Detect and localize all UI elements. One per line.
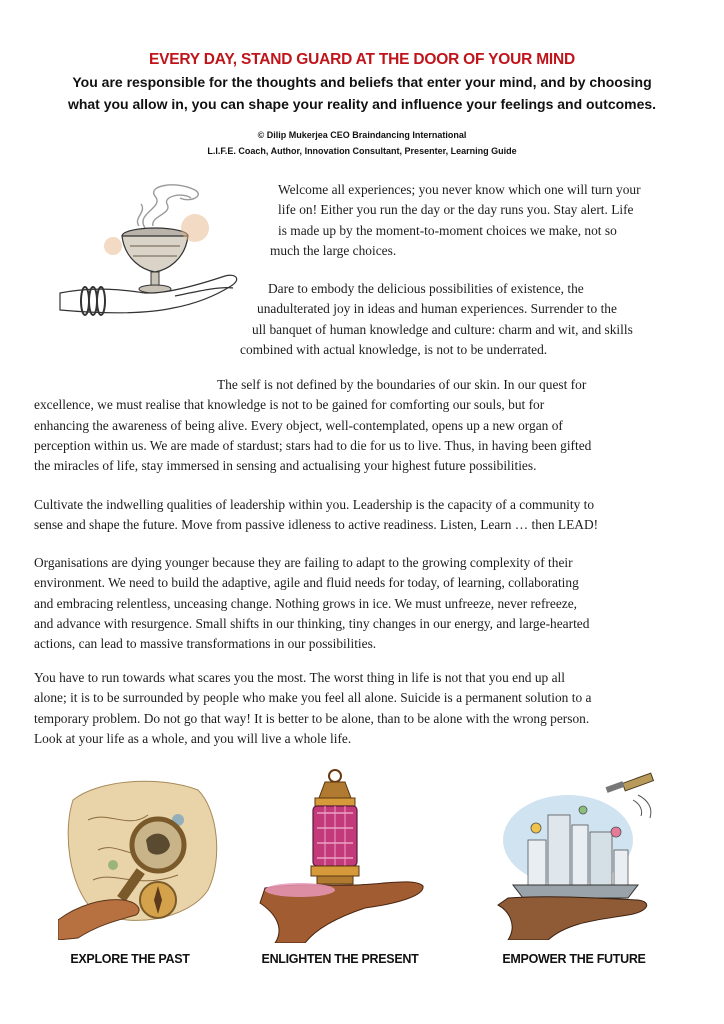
text-line: and embracing relentless, unceasing change. Nothing grows in ice. We must unfreeze, never refreeze,	[34, 595, 577, 611]
text-line: The self is not defined by the boundaries of our skin. In our quest for	[217, 377, 587, 392]
paragraph-scares	[34, 668, 699, 749]
city-hand-illustration	[488, 770, 668, 940]
text-line: temporary problem. Do not go that way! It is better to be alone, than to be alone with the wrong person.	[34, 710, 590, 726]
paragraph-welcome	[270, 180, 680, 261]
paragraph-dare	[240, 279, 690, 360]
compass	[140, 882, 176, 918]
lantern	[311, 770, 359, 884]
paragraph-leadership	[34, 495, 699, 536]
caption-enlighten-present: ENLIGHTEN THE PRESENT	[261, 952, 419, 966]
text-line: Cultivate the indwelling qualities of leadership within you. Leadership is the capacity of a community to	[34, 497, 595, 512]
text-line: much the large choices.	[270, 242, 397, 258]
text-line: environment. We need to build the adaptive, agile and fluid needs for today, of learning, collaborating	[34, 575, 579, 591]
subtitle-line: You are responsible for the thoughts and beliefs that enter your mind, and by choosing	[72, 74, 652, 90]
text-line: You have to run towards what scares you the most. The worst thing in life is not that you end up all	[34, 670, 565, 685]
palm-hand	[260, 882, 423, 943]
text-line: unadulterated joy in ideas and human experiences. Surrender to the	[257, 301, 617, 317]
chalice	[122, 228, 188, 293]
text-line: alone; it is to be surrounded by people who make you feel all alone. Suicide is a permanent solution to a	[34, 690, 592, 706]
caption-explore-past: EXPLORE THE PAST	[70, 952, 190, 966]
text-line: and advance with resurgence. Small shifts in our thinking, tiny changes in our energy, and large-hearted	[34, 615, 590, 631]
text-line: actions, can lead to massive transformations in our possibilities.	[34, 636, 377, 652]
text-line: is made up by the moment-to-moment choices we make, not so	[278, 222, 617, 238]
chalice-hand-illustration	[55, 168, 245, 338]
text-line: Welcome all experiences; you never know which one will turn your	[278, 182, 641, 197]
author-credit: © Dilip Mukerjea CEO Braindancing International	[257, 130, 467, 140]
map-magnifier-illustration	[58, 770, 228, 940]
text-line: enhancing the awareness of being alive. Every object, well-contemplated, opens up a new organ of	[34, 417, 563, 433]
subtitle-line: what you allow in, you can shape your reality and influence your feelings and outcomes.	[67, 96, 657, 112]
open-hand	[60, 275, 237, 313]
text-line: Dare to embody the delicious possibilities of existence, the	[268, 281, 584, 296]
author-roles: L.I.F.E. Coach, Author, Innovation Consultant, Presenter, Learning Guide	[207, 146, 517, 156]
text-line: Organisations are dying younger because they are failing to adapt to the growing complexity of their	[34, 555, 573, 570]
text-line: life on! Either you run the day or the day runs you. Stay alert. Life	[278, 202, 634, 218]
tablet-platform	[513, 885, 638, 898]
text-line: perception within us. We are made of stardust; stars had to die for us to live. Thus, in having been gifted	[34, 437, 592, 453]
supporting-hand	[498, 897, 647, 940]
page-subtitle	[40, 71, 684, 115]
lantern-hand-illustration	[255, 768, 425, 943]
text-line: sense and shape the future. Move from passive idleness to active readiness. Listen, Learn … then LEAD!	[34, 517, 599, 533]
paragraph-self	[34, 375, 699, 476]
text-line: ull banquet of human knowledge and culture: charm and wit, and skills	[252, 321, 633, 337]
page-title: EVERY DAY, STAND GUARD AT THE DOOR OF YOUR MIND	[148, 51, 576, 68]
text-line: excellence, we must realise that knowledge is not to be gained for comforting our souls, but for	[34, 397, 545, 413]
text-line: Look at your life as a whole, and you will live a whole life.	[34, 730, 352, 746]
paragraph-organisations	[34, 553, 699, 654]
text-line: the miracles of life, stay immersed in sensing and actualising your highest future possibilities.	[34, 458, 537, 474]
caption-empower-future: EMPOWER THE FUTURE	[502, 952, 646, 966]
text-line: combined with actual knowledge, is not to be underrated.	[240, 341, 548, 357]
